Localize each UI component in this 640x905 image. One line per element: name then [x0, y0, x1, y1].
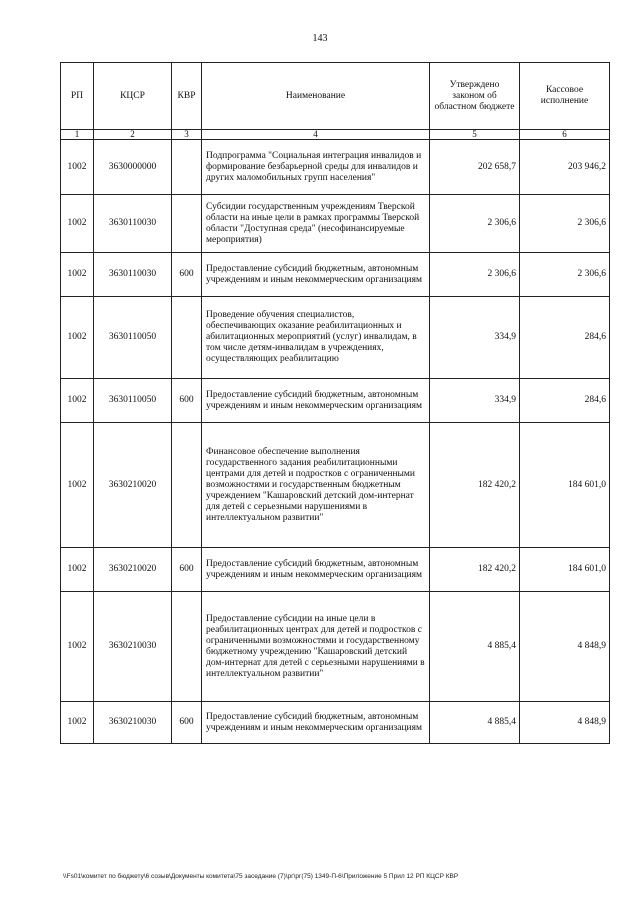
table-row: [61, 548, 610, 592]
cell-kcsr: 3630210020: [94, 548, 172, 592]
cell-kvr: [172, 592, 202, 702]
cell-cash: 2 306,6: [520, 195, 610, 253]
cell-rp: 1002: [61, 253, 94, 297]
table-row: [61, 195, 610, 253]
cell-kvr: 600: [172, 379, 202, 423]
column-number: 1: [61, 130, 94, 140]
cell-name: Субсидии государственным учреждениям Тверской области на иные цели в рамках программы Тверской области "Доступная среда" (несофинансируемые мероприятия): [202, 195, 430, 253]
cell-approved: 334,9: [430, 297, 520, 379]
cell-kvr: [172, 140, 202, 195]
cell-kvr: [172, 297, 202, 379]
cell-cash: 2 306,6: [520, 253, 610, 297]
cell-cash: 4 848,9: [520, 592, 610, 702]
cell-approved: 2 306,6: [430, 253, 520, 297]
header-kcsr: КЦСР: [94, 63, 172, 130]
cell-name: Проведение обучения специалистов, обеспечивающих оказание реабилитационных и абилитационных мероприятий (услуг) инвалидам, в том числе детям-инвалидам в учреждениях, осуществляющих реабилитацию: [202, 297, 430, 379]
cell-approved: 4 885,4: [430, 702, 520, 744]
table-header-row: [61, 63, 610, 130]
cell-kvr: 600: [172, 702, 202, 744]
cell-cash: 284,6: [520, 297, 610, 379]
table-row: [61, 423, 610, 548]
cell-name: Финансовое обеспечение выполнения государственного задания реабилитационными центрами для детей и подростков с ограниченными возможностями и государственным бюджетным учреждением "Кашаровский детский дом-интернат для детей с серьезными нарушениями в интеллектуальном развитии": [202, 423, 430, 548]
column-number: 5: [430, 130, 520, 140]
cell-cash: 284,6: [520, 379, 610, 423]
cell-rp: 1002: [61, 423, 94, 548]
cell-approved: 202 658,7: [430, 140, 520, 195]
cell-name: Предоставление субсидий бюджетным, автономным учреждениям и иным некоммерческим организациям: [202, 253, 430, 297]
table-row: [61, 592, 610, 702]
cell-rp: 1002: [61, 195, 94, 253]
cell-name: Предоставление субсидий бюджетным, автономным учреждениям и иным некоммерческим организациям: [202, 379, 430, 423]
cell-approved: 2 306,6: [430, 195, 520, 253]
column-number: 2: [94, 130, 172, 140]
cell-approved: 4 885,4: [430, 592, 520, 702]
cell-cash: 184 601,0: [520, 423, 610, 548]
column-number: 3: [172, 130, 202, 140]
table-row: [61, 702, 610, 744]
cell-rp: 1002: [61, 140, 94, 195]
header-cash: Кассовое исполнение: [520, 63, 610, 130]
cell-kcsr: 3630110050: [94, 297, 172, 379]
cell-kvr: [172, 195, 202, 253]
cell-name: Подпрограмма "Социальная интеграция инвалидов и формирование безбарьерной среды для инвалидов и других маломобильных групп населения": [202, 140, 430, 195]
cell-approved: 182 420,2: [430, 548, 520, 592]
cell-name: Предоставление субсидий бюджетным, автономным учреждениям и иным некоммерческим организациям: [202, 702, 430, 744]
cell-kcsr: 3630110030: [94, 195, 172, 253]
cell-kcsr: 3630210030: [94, 702, 172, 744]
cell-cash: 4 848,9: [520, 702, 610, 744]
table-row: [61, 297, 610, 379]
column-number: 6: [520, 130, 610, 140]
cell-kvr: 600: [172, 253, 202, 297]
column-number: 4: [202, 130, 430, 140]
budget-table: [60, 62, 610, 744]
cell-name: Предоставление субсидий бюджетным, автономным учреждениям и иным некоммерческим организациям: [202, 548, 430, 592]
cell-rp: 1002: [61, 297, 94, 379]
cell-kcsr: 3630110030: [94, 253, 172, 297]
cell-kvr: [172, 423, 202, 548]
cell-rp: 1002: [61, 379, 94, 423]
cell-kcsr: 3630210020: [94, 423, 172, 548]
table-row: [61, 379, 610, 423]
cell-cash: 203 946,2: [520, 140, 610, 195]
header-name: Наименование: [202, 63, 430, 130]
cell-kvr: 600: [172, 548, 202, 592]
footer-file-path: \\Fs01\комитет по бюджету\6 созыв\Документы комитета\75 заседание (7)\рг\рг(75) 1349-П-6\Приложение 5 Прил 12 РП КЦСР КВР: [63, 873, 459, 880]
header-approved: Утверждено законом об областном бюджете: [430, 63, 520, 130]
cell-approved: 334,9: [430, 379, 520, 423]
cell-rp: 1002: [61, 702, 94, 744]
cell-approved: 182 420,2: [430, 423, 520, 548]
cell-kcsr: 3630210030: [94, 592, 172, 702]
table-row: [61, 253, 610, 297]
cell-cash: 184 601,0: [520, 548, 610, 592]
cell-rp: 1002: [61, 592, 94, 702]
table-row: [61, 140, 610, 195]
cell-kcsr: 3630000000: [94, 140, 172, 195]
header-kvr: КВР: [172, 63, 202, 130]
cell-kcsr: 3630110050: [94, 379, 172, 423]
page-number: 143: [312, 33, 328, 44]
column-number-row: [61, 130, 610, 140]
cell-name: Предоставление субсидии на иные цели в реабилитационных центрах для детей и подростков с ограниченными возможностями и государственному бюджетному учреждению "Кашаровский детский дом-интернат для детей с серьезными нарушениями в интеллектуальном развитии": [202, 592, 430, 702]
cell-rp: 1002: [61, 548, 94, 592]
header-rp: РП: [61, 63, 94, 130]
